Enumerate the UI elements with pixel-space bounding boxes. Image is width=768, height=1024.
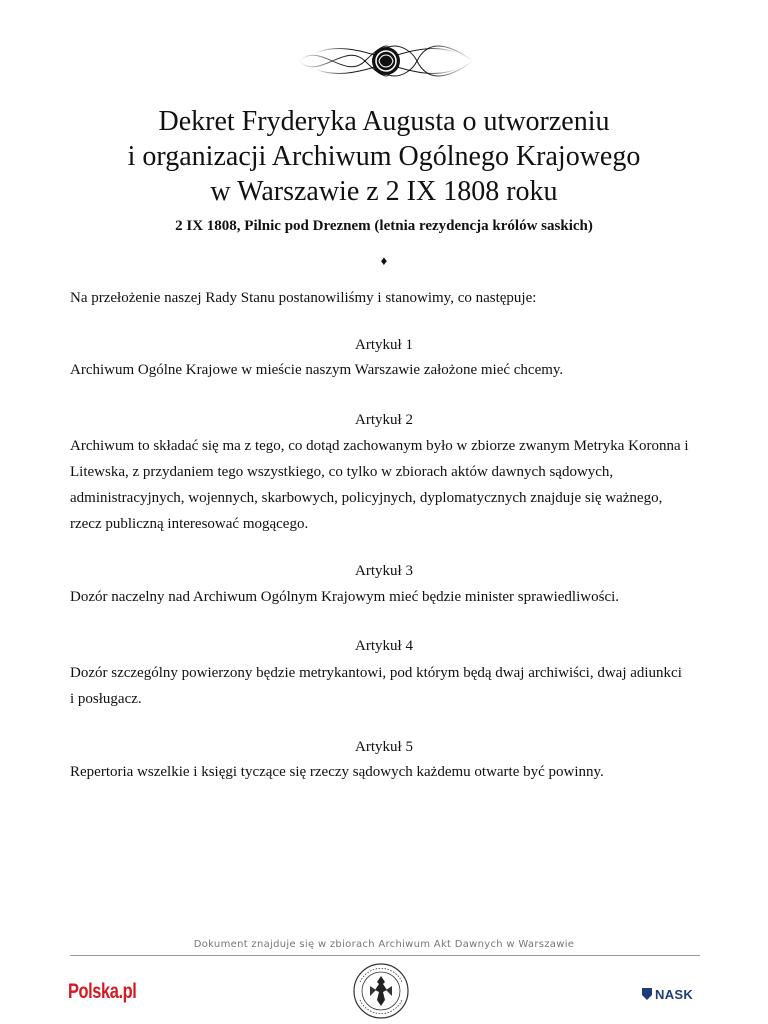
document-title — [0, 104, 768, 209]
article-line: Dozór naczelny nad Archiwum Ogólnym Krajowym mieć będzie minister sprawiedliwości. — [70, 589, 620, 605]
footer-archive-note: Dokument znajduje się w zbiorach Archiwum Akt Dawnych w Warszawie — [193, 939, 575, 950]
article-4-heading: Artykuł 4 — [355, 638, 413, 654]
title-line: w Warszawie z 2 IX 1808 roku — [210, 176, 558, 207]
article-1-heading: Artykuł 1 — [355, 337, 413, 353]
ornament-header-image — [295, 35, 477, 87]
article-line: Archiwum to składać się ma z tego, co dotąd zachowanym było w zbiorze zwanym Metryka Koronna i — [70, 438, 689, 454]
article-4-body — [70, 660, 720, 712]
article-3-heading: Artykuł 3 — [355, 563, 413, 579]
polska-pl-logo[interactable]: Polska.pl — [68, 980, 137, 1003]
article-line: rzecz publiczną interesować mogącego. — [70, 516, 309, 532]
nask-logo[interactable] — [642, 984, 693, 1004]
article-line: i posługacz. — [70, 691, 142, 707]
article-line: Repertoria wszelkie i księgi tyczące się rzeczy sądowych każdemu otwarte być powinny. — [70, 764, 604, 780]
preamble-text: Na przełożenie naszej Rady Stanu postanowiliśmy i stanowimy, co następuje: — [70, 290, 537, 306]
article-3-body — [70, 584, 720, 610]
archive-seal-logo — [352, 962, 410, 1020]
article-line: Litewska, z przydaniem tego wszystkiego, co tylko w zbiorach aktów dawnych sądowych, — [70, 464, 614, 480]
article-2-heading: Artykuł 2 — [355, 412, 413, 428]
article-line: Archiwum Ogólne Krajowe w mieście naszym Warszawie założone mieć chcemy. — [70, 362, 564, 378]
title-line: Dekret Fryderyka Augusta o utworzeniu — [158, 106, 610, 137]
article-5-body — [70, 759, 720, 785]
title-line: i organizacji Archiwum Ogólnego Krajowego — [127, 141, 641, 172]
article-5-heading: Artykuł 5 — [355, 739, 413, 755]
separator-diamond: ♦ — [380, 253, 388, 268]
article-line: Dozór szczególny powierzony będzie metrykantowi, pod którym będą dwaj archiwiści, dwaj adiunkci — [70, 665, 682, 681]
article-1-body — [70, 357, 720, 383]
nask-shield-icon — [642, 988, 652, 1000]
nask-logo-text: NASK — [655, 986, 694, 1002]
article-line: administracyjnych, wojennych, skarbowych, policyjnych, dyplomatycznych znajduje się ważnego, — [70, 490, 663, 506]
article-2-body — [70, 433, 720, 537]
footer-divider — [70, 955, 700, 956]
document-subtitle: 2 IX 1808, Pilnic pod Dreznem (letnia rezydencja królów saskich) — [175, 218, 593, 234]
